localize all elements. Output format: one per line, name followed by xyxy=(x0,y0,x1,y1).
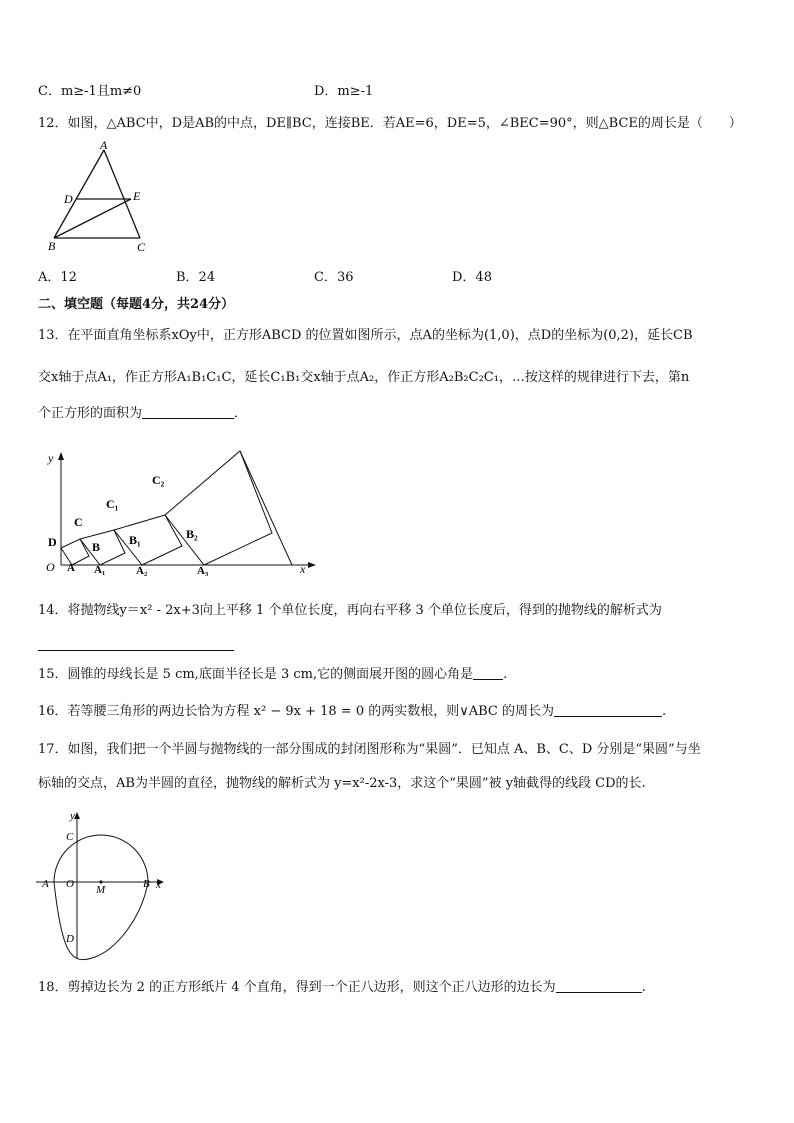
q17-label-y: y xyxy=(70,810,75,822)
q17-label-d: D xyxy=(66,933,74,945)
q13-label-o: O xyxy=(46,560,55,574)
q13-label-c2: C₂ xyxy=(152,473,165,487)
q12-option-c: C．36 xyxy=(314,270,354,285)
q13-label-a: A xyxy=(67,562,75,574)
q12-label-c: C xyxy=(137,240,146,254)
q13-label-b1: B₁ xyxy=(129,533,141,547)
q13-label-c: C xyxy=(74,515,83,529)
q13-line3 xyxy=(38,404,247,423)
q17-label-c: C xyxy=(66,831,74,843)
q17-label-b: B xyxy=(143,878,150,890)
q12-option-d: D．48 xyxy=(452,270,492,285)
section-title: 二、填空题（每题4分，共24分） xyxy=(38,297,235,312)
q12-label-d: D xyxy=(64,192,73,206)
q13-line3-end: ． xyxy=(234,406,248,421)
q13-label-a3: A₃ xyxy=(197,565,209,577)
q12-label-e: E xyxy=(133,189,141,203)
q17-line2: 标轴的交点，AB为半圆的直径，抛物线的解析式为 y=x²-2x-3，求这个“果圆”被 y轴截得的线段 CD的长. xyxy=(38,776,646,791)
q11-option-c: C．m≥-1且m≠0 xyxy=(38,84,142,99)
q11-option-d: D．m≥-1 xyxy=(314,84,374,99)
q13-label-x: x xyxy=(300,562,306,576)
q13-squares-figure xyxy=(34,446,324,582)
q16-end: . xyxy=(662,704,667,719)
q17-label-x: x xyxy=(156,879,161,891)
q17-label-o: O xyxy=(66,878,74,890)
q17-label-m: M xyxy=(96,884,106,896)
q12-triangle-figure xyxy=(42,138,162,256)
q13-label-a1: A₁ xyxy=(94,564,106,576)
q13-label-d: D xyxy=(48,535,57,549)
q18-line xyxy=(38,978,646,997)
q15-answer-blank xyxy=(473,665,503,680)
q16-text: 16．若等腰三角形的两边长恰为方程 x² − 9x + 18 = 0 的两实数根，则∨ABC 的周长为 xyxy=(38,704,555,719)
q13-label-a2: A₂ xyxy=(136,565,148,577)
q12-option-b: B．24 xyxy=(176,270,216,285)
q13-label-b2: B₂ xyxy=(186,527,198,541)
q16-line xyxy=(38,702,666,721)
q13-label-b: B xyxy=(92,540,101,554)
q13-label-y: y xyxy=(48,451,54,465)
q18-text: 18．剪掉边长为 2 的正方形纸片 4 个直角，得到一个正八边形，则这个正八边形的边长为 xyxy=(38,980,556,995)
q15-text: 15．圆锥的母线长是 5 cm,底面半径长是 3 cm,它的侧面展开图的圆心角是 xyxy=(38,667,474,682)
q13-line3-text: 个正方形的面积为 xyxy=(38,406,143,421)
q14-answer-blank xyxy=(38,650,234,651)
q16-answer-blank xyxy=(554,702,662,717)
q12-label-b: B xyxy=(48,239,56,253)
q17-label-a: A xyxy=(42,878,49,890)
q13-label-c1: C₁ xyxy=(106,497,119,511)
q14-text: 14．将抛物线y＝x² - 2x+3向上平移 1 个单位长度，再向右平移 3 个单位长度后，得到的抛物线的解析式为 xyxy=(38,603,662,618)
q15-end: . xyxy=(503,667,508,682)
q15-line xyxy=(38,665,507,684)
q18-answer-blank xyxy=(556,978,642,993)
q12-option-a: A．12 xyxy=(38,270,77,285)
q13-answer-blank xyxy=(142,404,234,419)
q18-end: . xyxy=(641,980,646,995)
q17-line1: 17．如图，我们把一个半圆与抛物线的一部分围成的封闭图形称为“果圆”．已知点 A、B、C、D 分别是“果圆”与坐 xyxy=(38,742,701,757)
q12-label-a: A xyxy=(100,138,108,152)
q13-line1: 13．在平面直角坐标系xOy中，正方形ABCD 的位置如图所示，点A的坐标为(1,0)，点D的坐标为(0,2)，延长CB xyxy=(38,328,693,343)
q13-line2: 交x轴于点A₁，作正方形A₁B₁C₁C，延长C₁B₁交x轴于点A₂，作正方形A₂B₂C₂C₁，…按这样的规律进行下去，第n xyxy=(38,370,690,385)
q12-stem: 12．如图，△ABC中，D是AB的中点，DE∥BC，连接BE．若AE=6，DE=5，∠BEC=90°，则△BCE的周长是（ ） xyxy=(38,116,742,131)
q17-fruit-circle-figure xyxy=(32,806,172,966)
